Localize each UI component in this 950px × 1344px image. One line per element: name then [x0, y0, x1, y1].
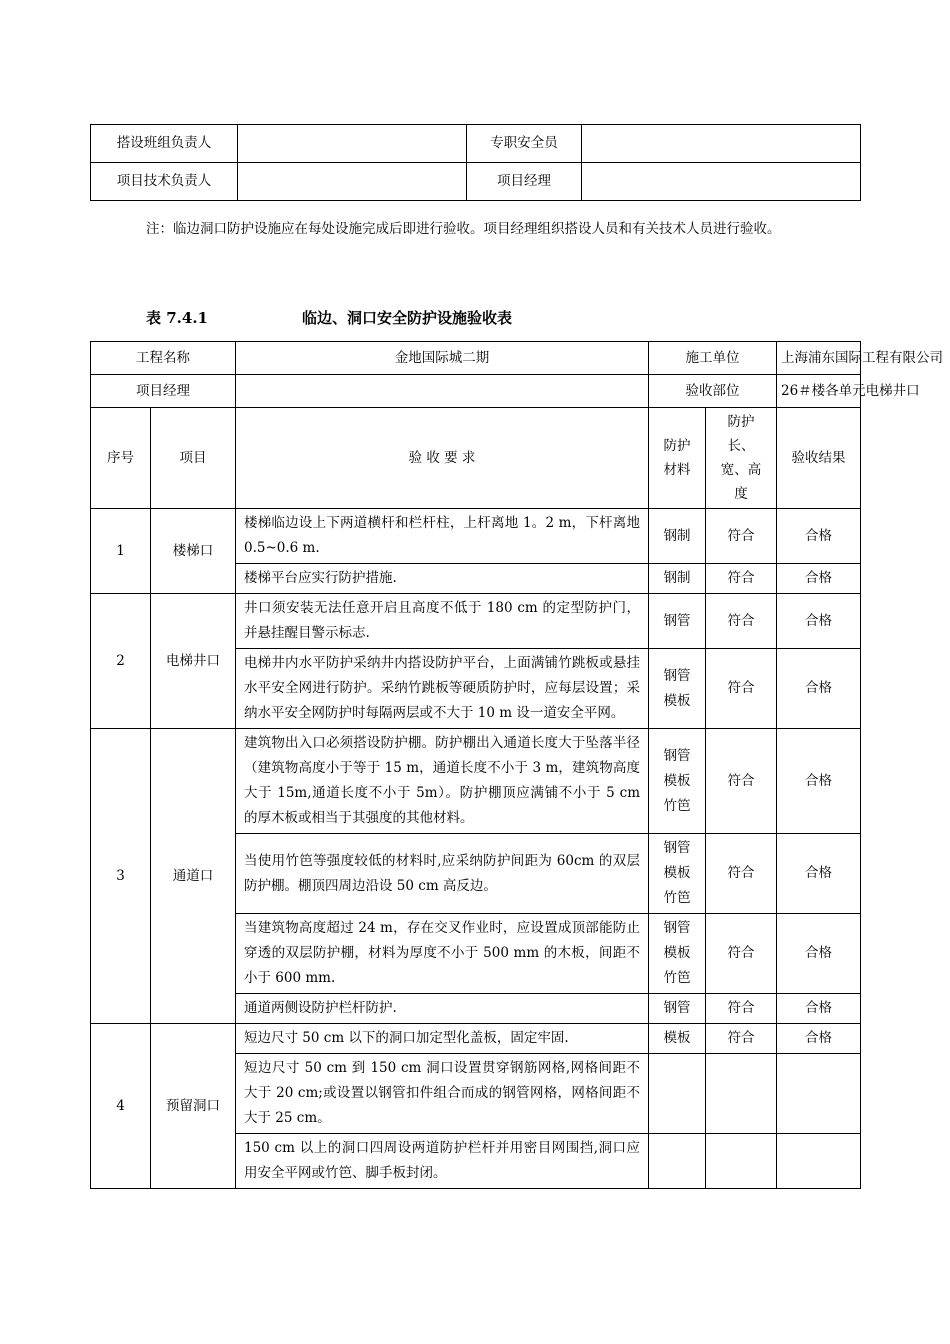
- project-name-label: 工程名称: [91, 342, 236, 375]
- table-caption: [146, 307, 512, 328]
- row-requirement: 150 cm 以上的洞口四周设两道防护栏杆并用密目网围挡,洞口应用安全平网或竹笆、脚手板封闭。: [236, 1134, 649, 1189]
- row-material: 钢管 模板 竹笆: [649, 729, 706, 834]
- row-material: 钢管 模板: [649, 649, 706, 729]
- table-row: [91, 125, 861, 163]
- row-requirement: 楼梯临边设上下两道横杆和栏杆柱，上杆离地 1。2 m，下杆离地 0.5~0.6 m.: [236, 509, 649, 564]
- row-dimension: [706, 1134, 777, 1189]
- table-number: 表 7.4.1: [146, 309, 208, 327]
- crew-leader-value: [238, 125, 467, 163]
- manager-value: [236, 375, 649, 408]
- acceptance-table-body: [91, 342, 943, 1189]
- row-requirement: 楼梯平台应实行防护措施.: [236, 564, 649, 594]
- row-dimension: 符合: [706, 564, 777, 594]
- row-seq: 1: [91, 509, 151, 594]
- table-row: [91, 594, 861, 649]
- tech-lead-value: [238, 163, 467, 201]
- contractor-label: 施工单位: [649, 342, 777, 375]
- row-result: [777, 1054, 861, 1134]
- row-seq: 3: [91, 729, 151, 1024]
- row-requirement: 井口须安装无法任意开启且高度不低于 180 cm 的定型防护门，并悬挂醒目警示标志.: [236, 594, 649, 649]
- tech-lead-label: 项目技术负责人: [91, 163, 238, 201]
- row-material: 钢制: [649, 564, 706, 594]
- row-result: 合格: [777, 564, 861, 594]
- header-dimension: 防护 长、 宽、高 度: [706, 408, 777, 509]
- safety-officer-value: [582, 125, 861, 163]
- row-dimension: 符合: [706, 649, 777, 729]
- manager-label: 项目经理: [91, 375, 236, 408]
- row-requirement: 短边尺寸 50 cm 到 150 cm 洞口设置贯穿钢筋网格,网格间距不大于 20 cm;或设置以钢管扣件组合而成的钢管网格，网格间距不大于 25 cm。: [236, 1054, 649, 1134]
- signoff-table: [90, 124, 861, 201]
- row-dimension: 符合: [706, 594, 777, 649]
- row-result: 合格: [777, 649, 861, 729]
- row-dimension: 符合: [706, 994, 777, 1024]
- row-dimension: [706, 1054, 777, 1134]
- table-row: [91, 1024, 861, 1054]
- row-requirement: 电梯井内水平防护采纳井内搭设防护平台，上面满铺竹跳板或悬挂水平安全网进行防护。采纳竹跳板等硬质防护时，应每层设置；采纳水平安全网防护时每隔两层或不大于 10 m 设一道安全平网。: [236, 649, 649, 729]
- header-seq: 序号: [91, 408, 151, 509]
- part-value: 26＃楼各单元电梯井口: [777, 375, 861, 408]
- row-result: 合格: [777, 509, 861, 564]
- row-dimension: 符合: [706, 834, 777, 914]
- info-row: [91, 342, 861, 375]
- row-material: 钢管 模板 竹笆: [649, 914, 706, 994]
- row-seq: 4: [91, 1024, 151, 1189]
- row-result: 合格: [777, 914, 861, 994]
- row-requirement: 当使用竹笆等强度较低的材料时,应采纳防护间距为 60cm 的双层防护棚。棚顶四周边沿设 50 cm 高反边。: [236, 834, 649, 914]
- header-requirement: 验 收 要 求: [236, 408, 649, 509]
- row-material: 钢管: [649, 994, 706, 1024]
- row-material: 钢管: [649, 594, 706, 649]
- table-title: 临边、洞口安全防护设施验收表: [302, 309, 513, 327]
- crew-leader-label: 搭设班组负责人: [91, 125, 238, 163]
- row-dimension: 符合: [706, 509, 777, 564]
- row-requirement: 建筑物出入口必须搭设防护棚。防护棚出入通道长度大于坠落半径（建筑物高度小于等于 15 m，通道长度不小于 3 m，建筑物高度大于 15m,通道长度不小于 5m）。防护棚顶应满铺不小于 5 cm 的厚木板或相当于其强度的其他材料。: [236, 729, 649, 834]
- table-row: [91, 729, 861, 834]
- info-row: [91, 375, 861, 408]
- project-manager-value: [582, 163, 861, 201]
- note-text: 注：临边洞口防护设施应在每处设施完成后即进行验收。项目经理组织搭设人员和有关技术人员进行验收。: [146, 221, 781, 237]
- row-dimension: 符合: [706, 1024, 777, 1054]
- row-result: 合格: [777, 594, 861, 649]
- row-result: [777, 1134, 861, 1189]
- row-dimension: 符合: [706, 729, 777, 834]
- row-requirement: 短边尺寸 50 cm 以下的洞口加定型化盖板，固定牢固.: [236, 1024, 649, 1054]
- acceptance-table: [90, 341, 943, 1189]
- header-item: 项目: [151, 408, 236, 509]
- row-item: 楼梯口: [151, 509, 236, 594]
- header-material: 防护 材料: [649, 408, 706, 509]
- row-material: 钢制: [649, 509, 706, 564]
- safety-officer-label: 专职安全员: [467, 125, 582, 163]
- header-row: [91, 408, 861, 509]
- contractor-value: 上海浦东国际工程有限公司: [777, 342, 861, 375]
- project-name-value: 金地国际城二期: [236, 342, 649, 375]
- row-result: 合格: [777, 834, 861, 914]
- table-row: [91, 163, 861, 201]
- row-requirement: 当建筑物高度超过 24 m，存在交叉作业时，应设置成顶部能防止穿透的双层防护棚，材料为厚度不小于 500 mm 的木板，间距不小于 600 mm.: [236, 914, 649, 994]
- row-material: [649, 1134, 706, 1189]
- row-seq: 2: [91, 594, 151, 729]
- table-row: [91, 509, 861, 564]
- row-item: 通道口: [151, 729, 236, 1024]
- part-label: 验收部位: [649, 375, 777, 408]
- row-result: 合格: [777, 1024, 861, 1054]
- row-material: 模板: [649, 1024, 706, 1054]
- project-manager-label: 项目经理: [467, 163, 582, 201]
- header-result: 验收结果: [777, 408, 861, 509]
- row-material: 钢管 模板 竹笆: [649, 834, 706, 914]
- row-item: 预留洞口: [151, 1024, 236, 1189]
- row-dimension: 符合: [706, 914, 777, 994]
- row-result: 合格: [777, 729, 861, 834]
- row-item: 电梯井口: [151, 594, 236, 729]
- row-result: 合格: [777, 994, 861, 1024]
- row-material: [649, 1054, 706, 1134]
- row-requirement: 通道两侧设防护栏杆防护.: [236, 994, 649, 1024]
